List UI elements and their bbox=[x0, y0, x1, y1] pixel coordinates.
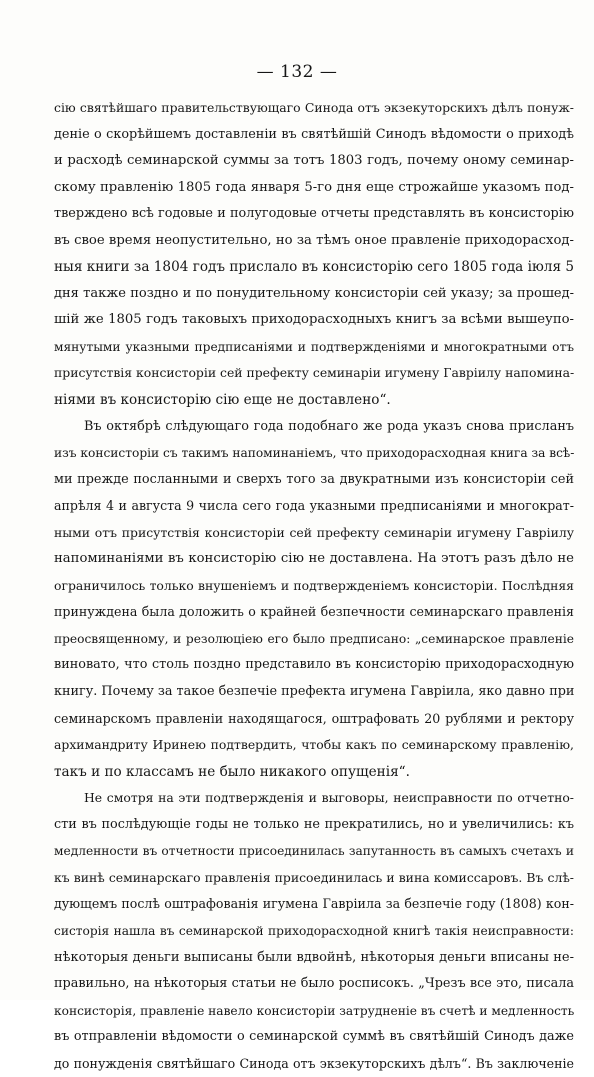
text-line: ограничилось только внушеніемъ и подтвержденіемъ консисторіи. Послѣдняя bbox=[54, 577, 574, 593]
text-line: виновато, что столь поздно представило въ консисторію приходорасходную bbox=[54, 657, 574, 673]
text-line: консисторія, правленіе навело консисторіи затрудненіе въ счетѣ и медленность bbox=[54, 1003, 574, 1018]
text-line: присутствія консисторіи сей префекту семинаріи игумену Гавріилу напомина- bbox=[54, 365, 574, 381]
text-line: сти въ послѣдующіе годы не только не прекратились, но и увеличились: къ bbox=[54, 816, 574, 832]
text-line: книгу. Почему за такое безпечіе префекта игумена Гавріила, яко давно при bbox=[54, 684, 574, 700]
text-line: медленности въ отчетности присоединилась запутанность въ самыхъ счетахъ и bbox=[54, 844, 574, 859]
text-line: архимандриту Иринею подтвердить, чтобы какъ по семинарскому правленію, bbox=[54, 737, 574, 753]
text-line: до понужденія святѣйшаго Синода отъ экзекуторскихъ дѣлъ“. Въ заключеніе bbox=[54, 1055, 574, 1071]
text-line: ми прежде посланными и сверхъ того за двукратными изъ консисторіи сей bbox=[54, 471, 574, 487]
page-number: — 132 — bbox=[256, 62, 338, 82]
text-line: въ отправленіи вѣдомости о семинарской суммѣ въ святѣйшій Синодъ даже bbox=[54, 1029, 574, 1045]
text-line: Не смотря на эти подтвержденія и выговоры, неисправности по отчетно- bbox=[84, 790, 574, 806]
text-line: скому правленію 1805 года января 5-го дня еще строжайше указомъ под- bbox=[54, 179, 574, 195]
text-line: мянутыми указными предписаніями и подтвержденіями и многократными отъ bbox=[54, 339, 574, 354]
text-line: Въ октябрѣ слѣдующаго года подобнаго же рода указъ снова присланъ bbox=[84, 418, 574, 434]
text-line: преосвященному, и резолюціею его было предписано: „семинарское правленіе bbox=[54, 631, 574, 646]
text-line: и расходѣ семинарской суммы за тотъ 1803 годъ, почему оному семинар- bbox=[54, 153, 574, 169]
paragraph bbox=[54, 785, 574, 1077]
text-line: апрѣля 4 и августа 9 числа сего года указными предписаніями и многократ- bbox=[54, 498, 574, 514]
text-line: къ винѣ семинарскаго правленія присоединилась и вина комиссаровъ. Въ слѣ- bbox=[54, 869, 574, 885]
text-line: правильно, на нѣкоторыя статьи не было росписокъ. „Чрезъ все это, писала bbox=[54, 976, 574, 992]
text-line: ныя книги за 1804 годъ прислало въ консисторію сего 1805 года іюля 5 bbox=[54, 259, 574, 276]
text-line: въ свое время неопустительно, но за тѣмъ оное правленіе приходорасход- bbox=[54, 232, 574, 248]
text-line: изъ консисторіи съ такимъ напоминаніемъ, что приходорасходная книга за всѣ- bbox=[54, 446, 574, 461]
text-line: систорія нашла въ семинарской приходорасходной книгѣ такія неисправности: bbox=[54, 923, 574, 938]
text-line: такъ и по классамъ не было никакого опущенія“. bbox=[54, 763, 410, 780]
text-line: семинарскомъ правленіи находящагося, оштрафовать 20 рублями и ректору bbox=[54, 710, 574, 726]
paragraph bbox=[54, 95, 574, 414]
text-line: дующемъ послѣ оштрафованія игумена Гавріила за безпечіе году (1808) кон- bbox=[54, 896, 574, 912]
body-text bbox=[54, 95, 574, 1077]
text-line: ніями въ консисторію сію еще не доставлено“. bbox=[54, 392, 391, 409]
text-line: сію святѣйшаго правительствующаго Синода отъ экзекуторскихъ дѣлъ понуж- bbox=[54, 100, 574, 115]
text-line: нѣкоторыя деньги выписаны были вдвойнѣ, нѣкоторыя деньги вписаны не- bbox=[54, 949, 574, 965]
text-line: тверждено всѣ годовые и полугодовые отчеты представлять въ консисторію bbox=[54, 206, 574, 222]
text-line: шій же 1805 годъ таковыхъ приходорасходныхъ книгъ за всѣми вышеупо- bbox=[54, 312, 574, 328]
text-line: деніе о скорѣйшемъ доставленіи въ святѣйшій Синодъ вѣдомости о приходѣ bbox=[54, 126, 574, 142]
text-line: напоминаніями въ консисторію сію не доставлена. На этотъ разъ дѣло не bbox=[54, 551, 574, 567]
text-line: ными отъ присутствія консисторіи сей префекту семинаріи игумену Гавріилу bbox=[54, 524, 574, 540]
paragraph bbox=[54, 414, 574, 786]
text-line: дня также поздно и по понудительному консисторіи сей указу; за прошед- bbox=[54, 285, 574, 301]
text-line: принуждена была доложить о крайней безпечности семинарскаго правленія bbox=[54, 604, 574, 620]
